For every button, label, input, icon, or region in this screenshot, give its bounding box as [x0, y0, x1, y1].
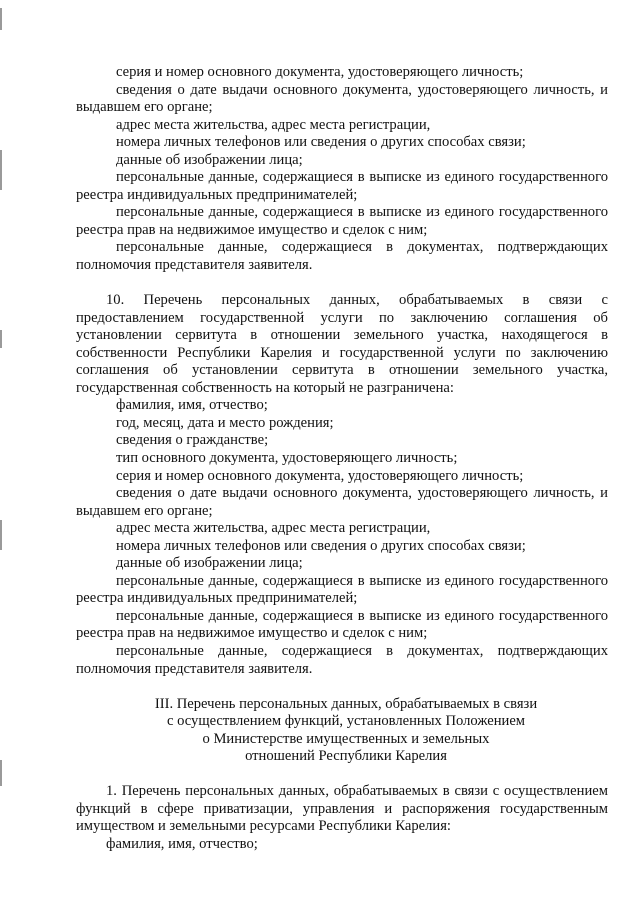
list-item: фамилия, имя, отчество;: [106, 835, 258, 852]
list-item: номера личных телефонов или сведения о других способах связи;: [116, 537, 526, 554]
list-item: фамилия, имя, отчество;: [116, 397, 268, 414]
top-list: [76, 64, 608, 275]
section-10-heading: 10. Перечень персональных данных, обрабатываемых в связи с предоставлением государственной услуги по заключению соглашения об установлении сервитута в отношении земельного участка, находящегося в собственности Республики Карелия и государственной услуги по заключению соглашения об установлении сервитута в отношении земельного участка, государственная собственность на который не разграничена:: [76, 292, 608, 396]
spacer: [76, 766, 608, 784]
section-3-title: [76, 696, 608, 766]
list-item: персональные данные, содержащиеся в документах, подтверждающих полномочия представителя заявителя.: [76, 239, 608, 274]
list-item: персональные данные, содержащиеся в документах, подтверждающих полномочия представителя заявителя.: [76, 643, 608, 677]
section-3-title-line: отношений Республики Карелия: [245, 748, 447, 765]
section-3-title-line: III. Перечень персональных данных, обрабатываемых в связи: [154, 695, 538, 712]
section-3-item-1-heading: 1. Перечень персональных данных, обрабатываемых в связи с осуществлением функций в сфере приватизации, управления и распоряжения государственным имуществом и земельными ресурсами Республики Карелия:: [76, 783, 608, 835]
spacer: [76, 678, 608, 696]
list-item: адрес места жительства, адрес места регистрации,: [116, 520, 431, 537]
list-item: персональные данные, содержащиеся в выписке из единого государственного реестра индивидуальных предпринимателей;: [76, 572, 608, 607]
scan-edge-marks: [0, 0, 3, 905]
section-3-item-1: [76, 783, 608, 853]
document-page: [76, 64, 608, 853]
list-item: персональные данные, содержащиеся в выписке из единого государственного реестра прав на недвижимое имущество и сделок с ним;: [76, 204, 608, 238]
section-3-title-line: с осуществлением функций, установленных Положением: [166, 713, 526, 730]
list-item: номера личных телефонов или сведения о других способах связи;: [116, 134, 526, 151]
section-10: [76, 292, 608, 678]
list-item: персональные данные, содержащиеся в выписке из единого государственного реестра прав на недвижимое имущество и сделок с ним;: [76, 607, 608, 642]
spacer: [76, 275, 608, 293]
list-item: адрес места жительства, адрес места регистрации,: [116, 116, 431, 133]
list-item: сведения о дате выдачи основного документа, удостоверяющего личность, и выдавшем его органе;: [76, 81, 608, 116]
list-item: тип основного документа, удостоверяющего личность;: [116, 449, 458, 466]
list-item: год, месяц, дата и место рождения;: [116, 414, 334, 431]
list-item: серия и номер основного документа, удостоверяющего личность;: [116, 64, 524, 80]
list-item: серия и номер основного документа, удостоверяющего личность;: [116, 467, 524, 484]
list-item: данные об изображении лица;: [116, 555, 303, 572]
list-item: персональные данные, содержащиеся в выписке из единого государственного реестра индивидуальных предпринимателей;: [76, 169, 608, 203]
list-item: сведения о дате выдачи основного документа, удостоверяющего личность, и выдавшем его органе;: [76, 485, 608, 519]
list-item: сведения о гражданстве;: [116, 432, 269, 449]
section-3-title-line: о Министерстве имущественных и земельных: [202, 730, 490, 747]
list-item: данные об изображении лица;: [116, 151, 303, 168]
